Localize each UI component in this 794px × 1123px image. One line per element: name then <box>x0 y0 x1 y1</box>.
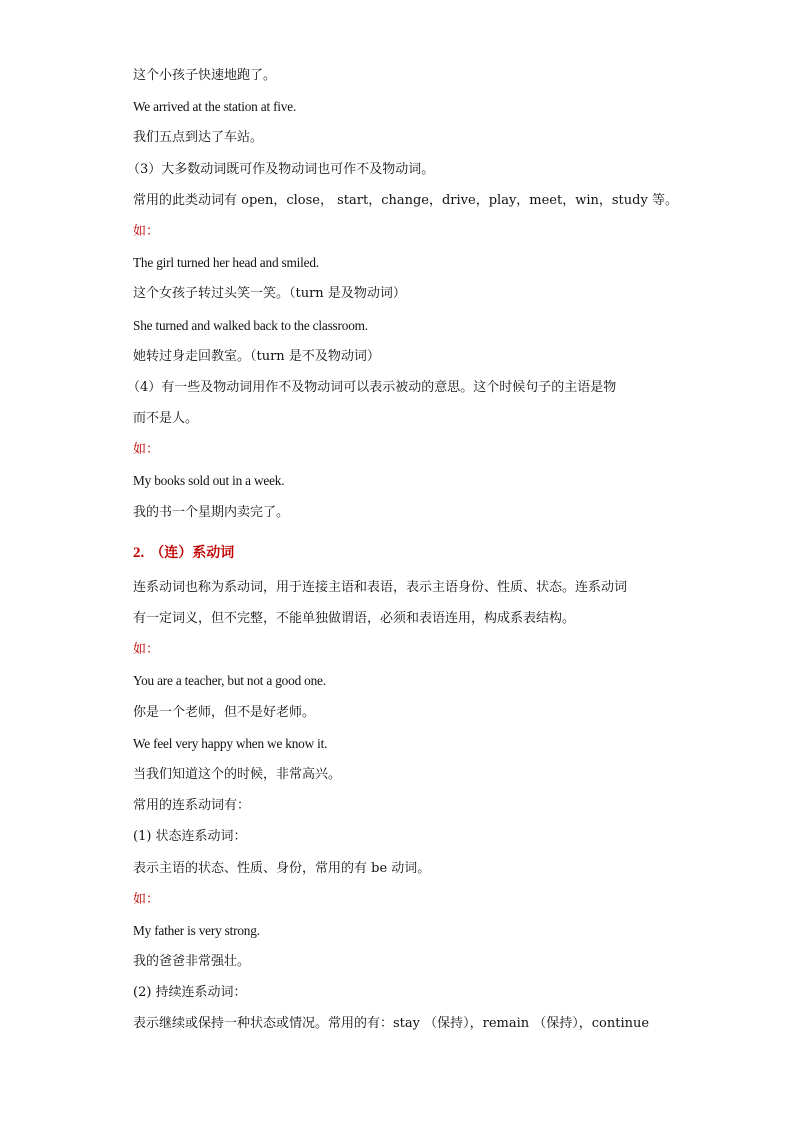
chinese-text-line: 你是一个老师，但不是好老师。 <box>133 704 316 720</box>
chinese-text-line: 这个小孩子快速地跑了。 <box>133 68 277 83</box>
english-example-line: She turned and walked back to the classroom. <box>133 317 368 333</box>
section-heading <box>133 538 663 574</box>
chinese-text-line: 我的书一个星期内卖完了。 <box>133 504 290 520</box>
section-title: （连）系动词 <box>150 544 235 561</box>
example-label: 如： <box>133 442 160 458</box>
english-example-line: You are a teacher, but not a good one. <box>133 673 326 689</box>
english-example-line: My father is very strong. <box>133 922 260 938</box>
chinese-text-line: 表示主语的状态、性质、身份，常用的有 be 动词。 <box>133 860 431 876</box>
numbered-point-line: （4）有一些及物动词用作不及物动词可以表示被动的意思。这个时候句子的主语是物 <box>127 379 617 395</box>
english-example-line: My books sold out in a week. <box>133 473 285 489</box>
chinese-text-line: 我们五点到达了车站。 <box>133 130 264 146</box>
example-label: 如： <box>133 223 160 239</box>
text-block-bottom <box>133 574 663 1042</box>
example-label: 如： <box>133 891 160 907</box>
chinese-text-line: 她转过身走回教室。（turn 是不及物动词） <box>133 348 380 364</box>
text-block-top <box>127 62 678 530</box>
chinese-text-line: (2) 持续连系动词： <box>133 985 247 1001</box>
chinese-text-line: 而不是人。 <box>133 411 199 427</box>
chinese-text-line: 我的爸爸非常强壮。 <box>133 954 251 970</box>
english-example-line: We arrived at the station at five. <box>133 99 297 115</box>
english-example-line: We feel very happy when we know it. <box>133 735 328 751</box>
chinese-text-line: 表示继续或保持一种状态或情况。常用的有：stay （保持），remain （保持），continue <box>133 1016 650 1032</box>
chinese-text-line: 这个女孩子转过头笑一笑。（turn 是及物动词） <box>133 286 406 302</box>
chinese-text-line: 常用的此类动词有 open，close， start，change，drive，play，meet，win，study 等。 <box>133 192 678 208</box>
document-page <box>127 62 678 1042</box>
chinese-text-line: 常用的连系动词有： <box>133 798 251 814</box>
example-label: 如： <box>133 642 160 658</box>
section-number: 2. <box>133 544 145 561</box>
english-example-line: The girl turned her head and smiled. <box>133 255 319 271</box>
chinese-text-line: 当我们知道这个的时候，非常高兴。 <box>133 766 342 782</box>
chinese-text-line: 有一定词义，但不完整，不能单独做谓语，必须和表语连用，构成系表结构。 <box>133 611 576 626</box>
numbered-point-line: （3）大多数动词既可作及物动词也可作不及物动词。 <box>127 161 435 177</box>
chinese-text-line: 连系动词也称为系动词，用于连接主语和表语，表示主语身份、性质、状态。连系动词 <box>133 579 628 595</box>
chinese-text-line: (1) 状态连系动词： <box>133 829 247 845</box>
